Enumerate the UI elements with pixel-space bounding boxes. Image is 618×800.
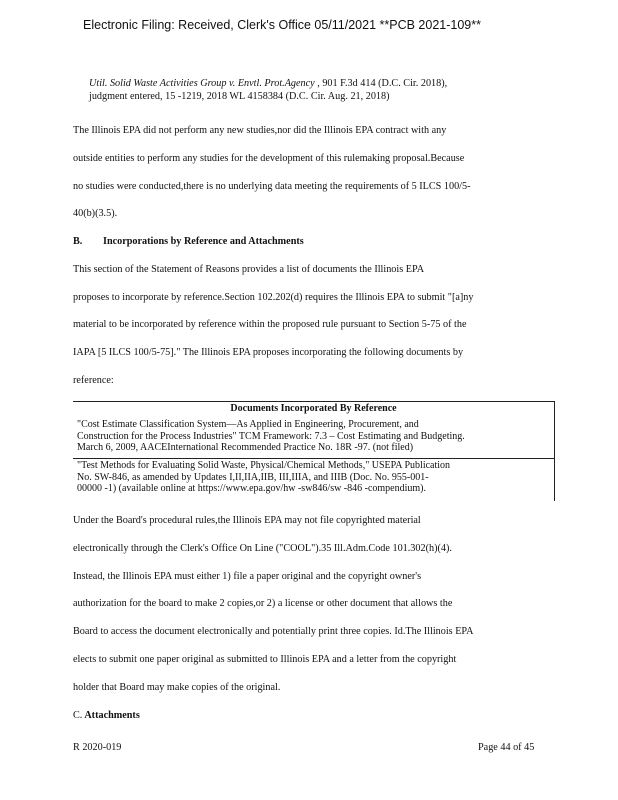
b-para-line: This section of the Statement of Reasons provides a list of documents the Illinois EPA — [73, 264, 425, 275]
table-row-line: 00000 -1) (available online at https://www.epa.gov/hw -sw846/sw -846 -compendium). — [77, 483, 427, 494]
table-row-divider — [73, 458, 554, 459]
case-name: Util. Solid Waste Activities Group v. Envtl. Prot.Agency — [89, 78, 315, 89]
case-reporter: , 901 F.3d 414 (D.C. Cir. 2018), — [317, 78, 448, 89]
intro-line: 40(b)(3.5). — [73, 208, 118, 219]
board-para-line: electronically through the Clerk's Office On Line ("COOL").35 Ill.Adm.Code 101.302(h)(4). — [73, 543, 452, 554]
b-para-line: reference: — [73, 375, 114, 386]
section-b-heading — [73, 236, 304, 247]
documents-table — [73, 401, 555, 501]
footer-docket: R 2020-019 — [73, 742, 122, 753]
table-row-line: Construction for the Process Industries" TCM Framework: 7.3 – Cost Estimating and Budgeting. — [77, 430, 465, 442]
table-row-line: No. SW-846, as amended by Updates I,II,IIA,IIB, III,IIIA, and IIIB (Doc. No. 955-001- — [77, 471, 429, 483]
b-para-line: IAPA [5 ILCS 100/5-75]." The Illinois EPA proposes incorporating the following documents by — [73, 347, 464, 358]
b-para-line: material to be incorporated by reference within the proposed rule pursuant to Section 5-75 of the — [73, 319, 467, 330]
intro-line: The Illinois EPA did not perform any new studies,nor did the Illinois EPA contract with any — [73, 125, 447, 136]
footer-page-number: Page 44 of 45 — [478, 742, 535, 753]
board-para-line: Instead, the Illinois EPA must either 1) file a paper original and the copyright owner's — [73, 571, 422, 582]
board-para-line: authorization for the board to make 2 copies,or 2) a license or other document that allows the — [73, 598, 453, 609]
intro-line: outside entities to perform any studies for the development of this rulemaking proposal.Because — [73, 153, 465, 164]
section-c-title: Attachments — [84, 710, 140, 721]
section-c-heading — [73, 710, 140, 721]
section-b-title: Incorporations by Reference and Attachments — [103, 236, 304, 247]
intro-line: no studies were conducted,there is no underlying data meeting the requirements of 5 ILCS 100/5- — [73, 181, 471, 192]
section-b-letter: B. — [73, 236, 83, 247]
filing-header: Electronic Filing: Received, Clerk's Office 05/11/2021 **PCB 2021-109** — [83, 18, 481, 32]
table-row-line: "Cost Estimate Classification System—As Applied in Engineering, Procurement, and — [77, 419, 419, 430]
board-para-line: Board to access the document electronically and potentially print three copies. Id.The Illinois EPA — [73, 626, 474, 637]
table-row-line: March 6, 2009, AACEInternational Recommended Practice No. 18R -97. (not filed) — [77, 442, 414, 453]
board-para-line: elects to submit one paper original as submitted to Illinois EPA and a letter from the copyright — [73, 654, 457, 665]
board-para-line: holder that Board may make copies of the original. — [73, 682, 281, 693]
table-row — [77, 460, 547, 495]
case-judgment-line: judgment entered, 15 -1219, 2018 WL 4158384 (D.C. Cir. Aug. 21, 2018) — [89, 91, 390, 102]
b-para-line: proposes to incorporate by reference.Section 102.202(d) requires the Illinois EPA to submit "[a]ny — [73, 292, 474, 303]
table-row — [77, 419, 547, 454]
board-para-line: Under the Board's procedural rules,the Illinois EPA may not file copyrighted material — [73, 515, 421, 526]
table-title: Documents Incorporated By Reference — [230, 403, 397, 414]
section-c-letter: C. — [73, 710, 83, 721]
table-row-line: "Test Methods for Evaluating Solid Waste, Physical/Chemical Methods," USEPA Publication — [77, 460, 451, 471]
case-citation — [89, 78, 447, 90]
